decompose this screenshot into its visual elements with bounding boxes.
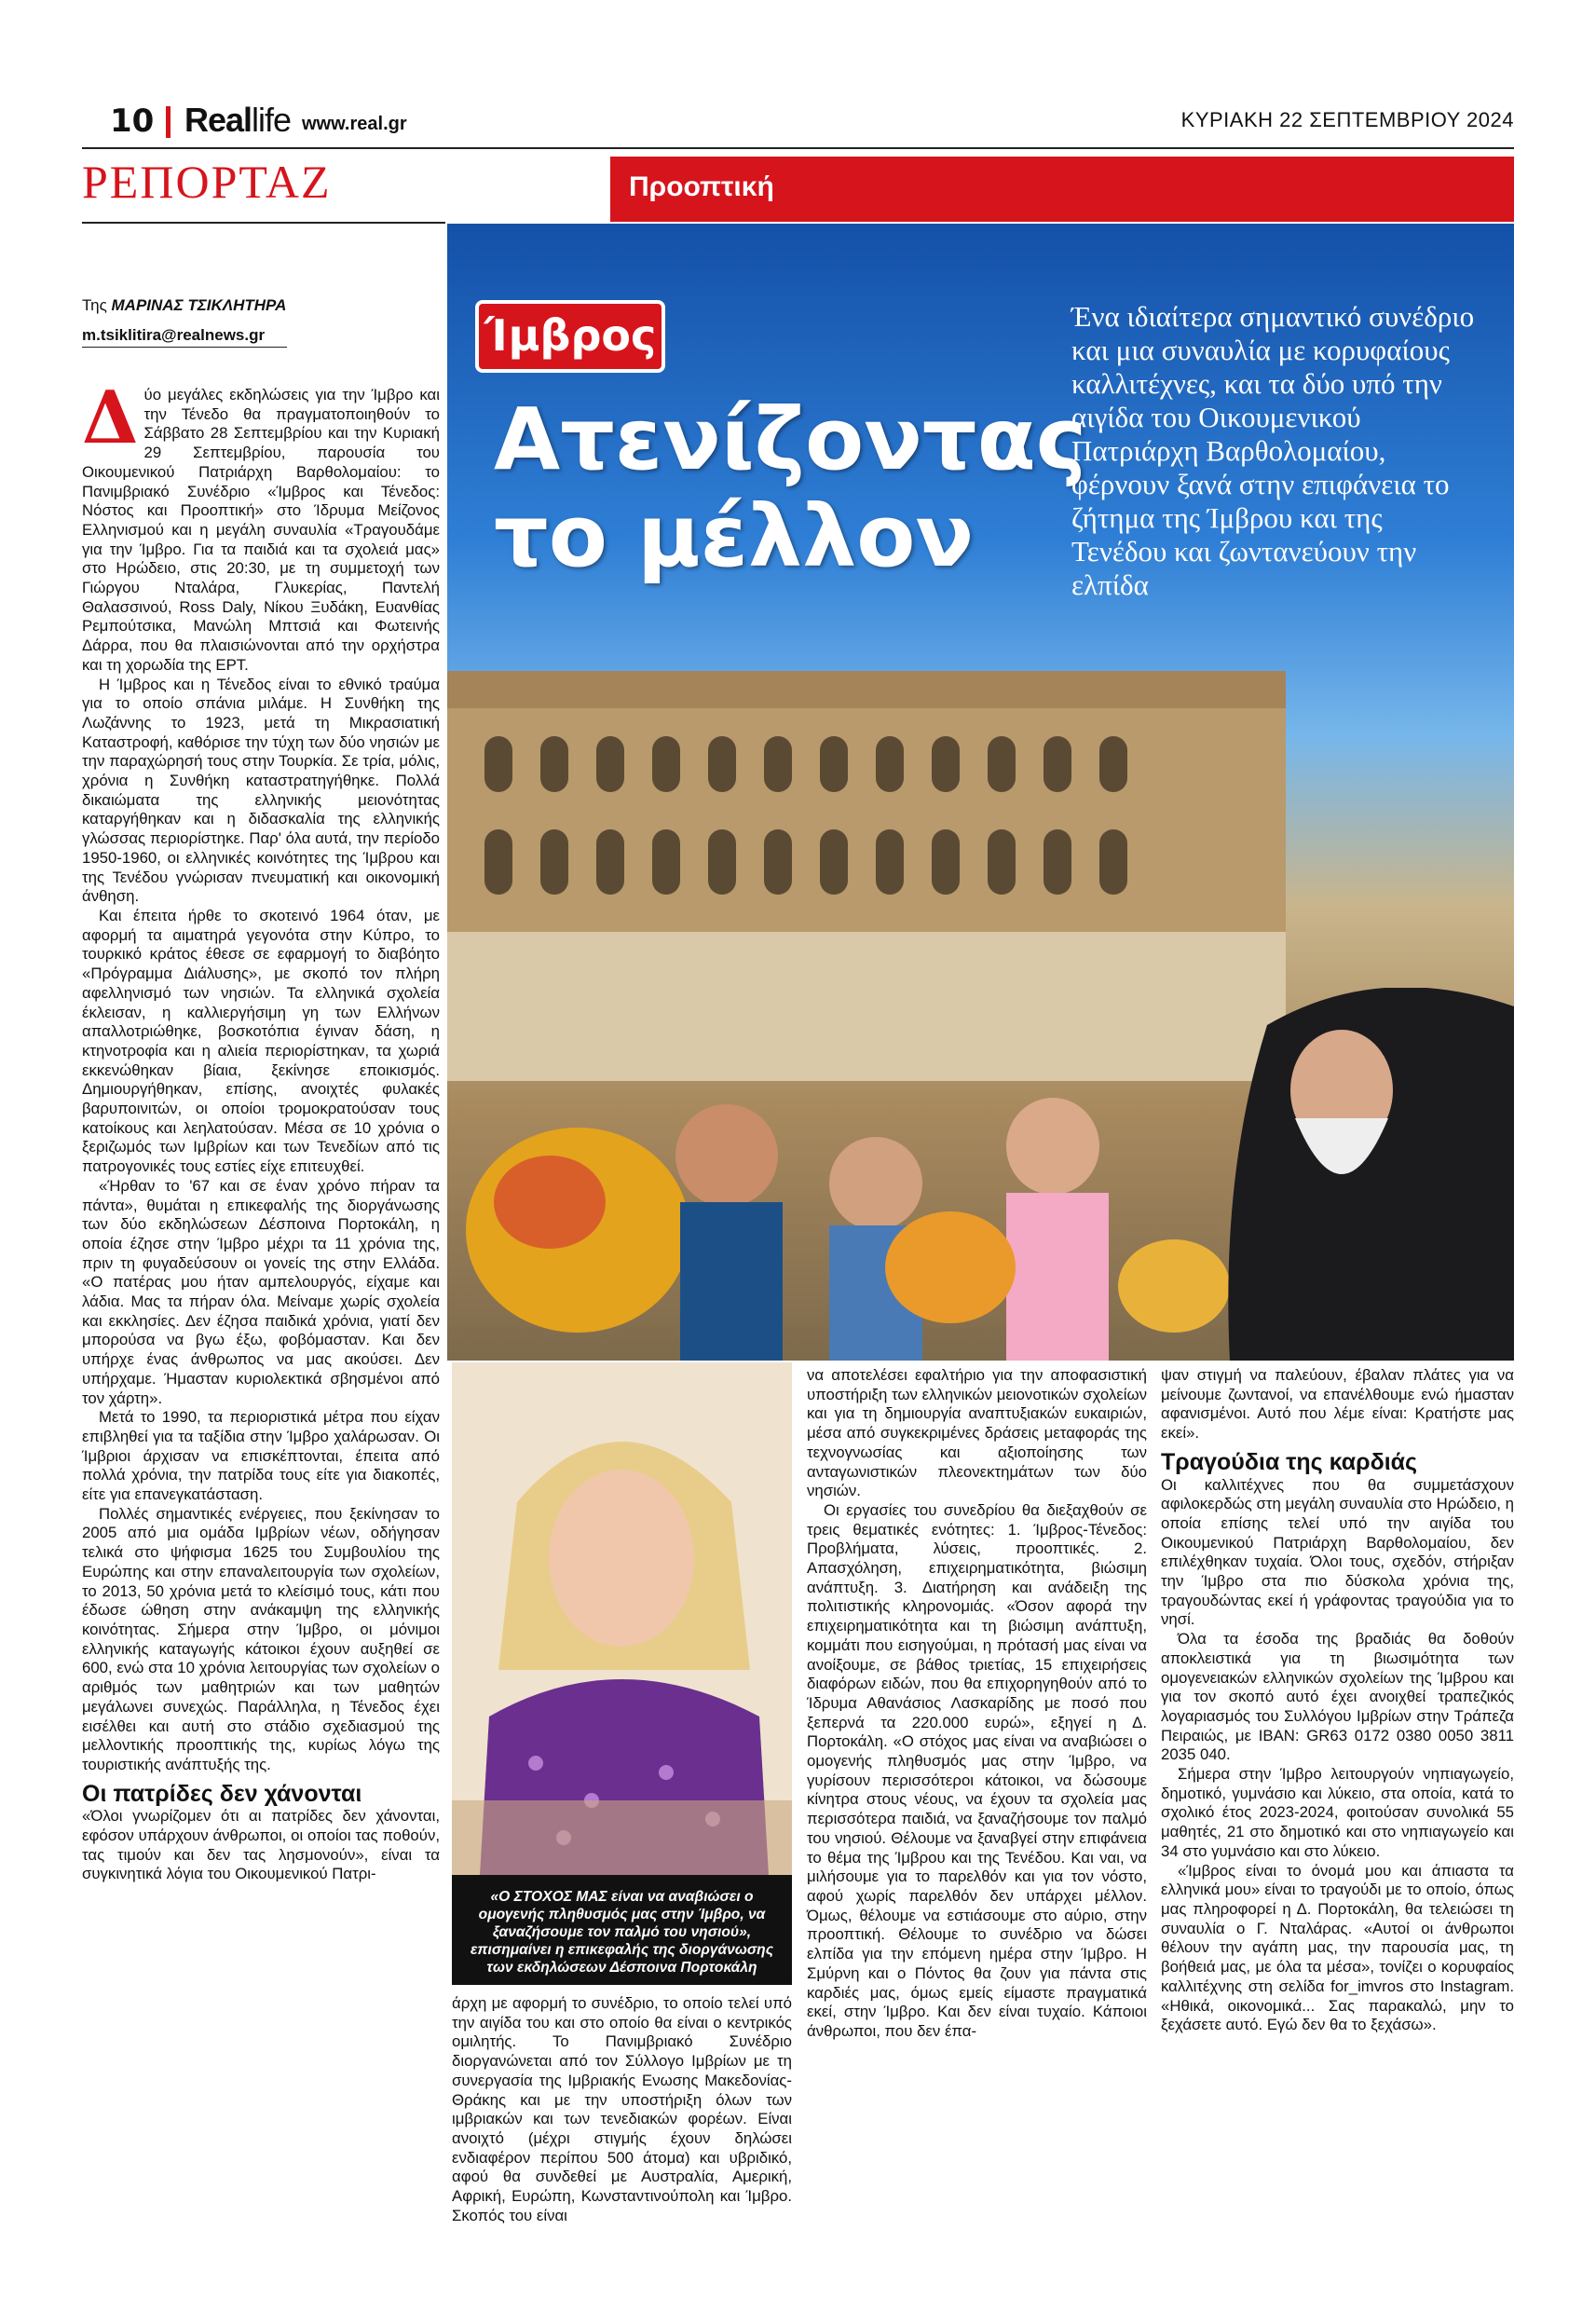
- article-column-3: [807, 1366, 1147, 2042]
- header-divider: [166, 106, 171, 138]
- subheading-2: Τραγούδια της καρδιάς: [1161, 1448, 1418, 1475]
- standfirst: Ένα ιδιαίτερα σημαντικό συνέδριο και μια συναυλία με κορυφαίους καλλιτέχνες, και τα δύο υπό την αιγίδα του Οικουμενικού Πατριάρχη Βαρθολομαίου, φέρνουν ξανά στην επιφάνεια το ζήτημα της Ίμβρου και της Τενέδου και ζωντανεύουν την ελπίδα: [1071, 300, 1475, 601]
- headline-line-1: Ατενίζοντας: [494, 390, 1087, 489]
- paragraph-1-text: ύο μεγάλες εκδηλώσεις για την Ίμβρο και την Τένεδο θα πραγματοποιηθούν το Σάββατο 28 Σεπτεμβρίου και την Κυριακή 29 Σεπτεμβρίου, παρουσία του Οικουμενικού Πατριάρχη Βαρθολομαίου: το Πανιμβριακό Συνέδριο «Ίμβρος και Τένεδος: Νόστος και Προοπτική» στο Ίδρυμα Μείζονος Ελληνισμού και η μεγάλη συναυλία «Τραγουδάμε για την Ίμβρο. Για τα παιδιά και τα σχολειά μας» στο Ηρώδειο, στις 20:30, με τη συμμετοχή των Γιώργου Νταλάρα, Γλυκερίας, Παντελή Θαλασσινού, Ross Daly, Νίκου Ξυδάκη, Ευανθίας Ρεμπούτσικα, Μανώλη Μπτσιά και Φωτεινής Δάρρα, που θα πλαισιώνονται από την ορχήστρα και τη χορωδία της ΕΡΤ.: [82, 386, 440, 674]
- author-email[interactable]: m.tsiklitira@realnews.gr: [82, 326, 266, 344]
- paragraph-7: «Όλοι γνωρίζομεν ότι αι πατρίδες δεν χάνονται, εφόσον υπάρχουν άνθρωποι, οι οποίοι τας ποθούν, τας τιμούν και δεν τας λησμονούν», είναι τα συγκινητικά λόγια του Οικουμενικού Πατρι-: [82, 1807, 440, 1883]
- paragraph-10: Οι εργασίες του συνεδρίου θα διεξαχθούν σε τρεις θεματικές ενότητες: 1. Ίμβρος-Τένεδος: Προβλήματα, λύσεις, προοπτικές. 2. Απασχόληση, επιχειρηματικότητα, βιώσιμη ανάπτυξη. 3. Διατήρηση και ανάδειξη της πολιτιστικής κληρονομιάς. «Όσον αφορά την επιχειρηματικότητα και τη βιώσιμη ανάπτυξη, κομμάτι που εισηγούμαι, η πρότασή μας είναι να ανοίξουμε, σε βάθος τριετίας, 15 επιχειρήσεις διαφόρων ειδών, που θα επιχορηγηθούν από το Ίδρυμα Αθανάσιος Λασκαρίδης με ποσό που ξεπερνά τα 220.000 ευρώ», εξηγεί η Δ. Πορτοκάλη. «Ο στόχος μας είναι να αναβιώσει ο ομογενής πληθυσμός μας στην Ίμβρο, να γυρίσουν περισσότεροι κάτοικοι, να δώσουμε κίνητρα στους νέους, να έχουν τα σχολεία μας περισσότερα παιδιά, να ξαναζήσουμε τον παλμό του νησιού. Θέλουμε να ξαναβγεί στην επιφάνεια το θέμα της Ίμβρου και της Τενέδου. Και ναι, να μιλήσουμε για το παρελθόν και για τον νόστο, αφού χωρίς παρελθόν δεν υπάρχει μέλλον. Όμως, θέλουμε να εστιάσουμε στο αύριο, στην προοπτική. Θέλουμε το συνέδριο να δώσει ελπίδα για την επόμενη ημέρα στην Ίμβρο. Η Σμύρνη και ο Πόντος θα ζουν για πάντα στις καρδιές μας, όμως εμείς είμαστε πραγματικά εκεί, στην Ίμβρο. Και δεν είναι τυχαίο. Κάποιοι άνθρωποι, που δεν έπα-: [807, 1500, 1147, 2040]
- section-title: ΡΕΠΟΡΤΑΖ: [82, 156, 332, 208]
- byline-rule: [82, 347, 287, 348]
- page-number: 10: [110, 103, 155, 140]
- rubric-bar: [610, 157, 1514, 222]
- rubric-label: Προοπτική: [629, 171, 774, 202]
- article-column-1: [82, 376, 440, 1884]
- paragraph-2: Η Ίμβρος και η Τένεδος είναι το εθνικό τραύμα για το οποίο σπάνια μιλάμε. Η Συνθήκη της Λωζάννης το 1923, μετά τη Μικρασιατική Καταστροφή, καθόρισε την τύχη των δύο νησιών με την παραχώρησή τους στην Τουρκία. Σε τρία, μόλις, χρόνια η Συνθήκη καταστρατηγήθηκε. Πολλά δικαιώματα της ελληνικής μειονότητας καταργήθηκαν και η διδασκαλία της ελληνικής γλώσσας περιορίστηκε. Παρ' όλα αυτά, την περίοδο 1950-1960, οι ελληνικές κοινότητες της Ίμβρου και της Τενέδου γνώρισαν πνευματική και οικονομική άνθηση.: [82, 675, 440, 906]
- paragraph-15: «Ίμβρος είναι το όνομά μου και άπιαστα τα ελληνικά μου» είναι το τραγούδι με το οποίο, όπως μας πληροφορεί η Δ. Πορτοκάλη, θα τελειώσει τη συναυλία ο Γ. Νταλάρας. «Αυτοί οι άνθρωποι θέλουν την αγάπη μας, την παρουσία μας, τη βοήθειά μας, με όλα τα μέσα», τονίζει ο κορυφαίος καλλιτέχνης στη σελίδα for_imvros στο Instagram. «Ηθικά, οικονομικά... Σας παρακαλώ, μην το ξεχάσετε αυτό. Εγώ δεν θα το ξεχάσω».: [1161, 1861, 1514, 2034]
- headline-line-2: το μέλλον: [494, 486, 975, 586]
- paragraph-8: άρχη με αφορμή το συνέδριο, το οποίο τελεί υπό την αιγίδα του και στο οποίο θα είναι ο κεντρικός ομιλητής. Το Πανιμβριακό Συνέδριο διοργανώνεται από τον Σύλλογο Ιμβρίων με τη συνεργασία της Ιμβριακής Ενωσης Μακεδονίας-Θράκης και με την υποστήριξη όλων των ιμβριακών και των τενεδιακών φορέων. Είναι ανοιχτό (μέχρι στιγμής έχουν δηλώσει ενδιαφέρον περίπου 500 άτομα) και υβριδικό, αφού θα συνδεθεί με Αυστραλία, Αμερική, Αφρική, Ευρώπη, Κωνσταντινούπολη και Ίμβρο. Σκοπός του είναι: [452, 1994, 792, 2224]
- byline-name: ΜΑΡΙΝΑΣ ΤΣΙΚΛΗΤΗΡΑ: [111, 296, 287, 314]
- paragraph-14: Σήμερα στην Ίμβρο λειτουργούν νηπιαγωγείο, δημοτικό, γυμνάσιο και λύκειο, στα οποία, κατά το σχολικό έτος 2023-2024, φοιτούσαν συνολικά 55 μαθητές, 21 στο δημοτικό και στο νηπιαγωγείο και 34 στο γυμνάσιο και στο λύκειο.: [1161, 1765, 1514, 1860]
- header-rule: [82, 147, 1514, 149]
- drop-cap: Δ: [82, 376, 139, 460]
- paragraph-12: Οι καλλιτέχνες που θα συμμετάσχουν αφιλοκερδώς στη μεγάλη συναυλία στο Ηρώδειο, η οποία επίσης τελεί υπό την αιγίδα του Οικουμενικού Πατριάρχη Βαρθολομαίου, δεν επιλέχθηκαν τυχαία. Όλοι τους, σχεδόν, στήριξαν την Ίμβρο στα πιο δύσκολα χρόνια της, τραγουδώντας εκεί ή γράφοντας τραγούδια για το νησί.: [1161, 1475, 1514, 1629]
- portrait-photo: [452, 1362, 792, 1875]
- photo-caption: «Ο ΣΤΟΧΟΣ ΜΑΣ είναι να αναβιώσει ο ομογενής πληθυσμός μας στην Ίμβρο, να ξαναζήσουμε τον παλμό του νησιού», επισημαίνει η επικεφαλής της διοργάνωσης των εκδηλώσεων Δέσποινα Πορτοκάλη: [452, 1875, 792, 1985]
- brand-bold: Real: [184, 101, 252, 139]
- paragraph-1: [82, 376, 440, 676]
- people-illustration: [447, 988, 1514, 1361]
- topic-tag: Ίμβρος: [475, 300, 665, 373]
- portrait-illustration: [452, 1362, 792, 1875]
- paragraph-13: Όλα τα έσοδα της βραδιάς θα δοθούν αποκλειστικά για τη βιωσιμότητα των ομογενειακών ελληνικών σχολείων της Ίμβρου και για τον σκοπό αυτό έχει ανοιχθεί τραπεζικός λογαριασμός του Συλλόγου Ιμβρίων στην Τράπεζα Πειραιώς, με IBAN: GR63 0172 0380 0050 3811 2035 040.: [1161, 1630, 1514, 1764]
- brand-light: life: [252, 101, 292, 139]
- paragraph-11: ψαν στιγμή να παλεύουν, έβαλαν πλάτες για να μείνουμε ζωντανοί, να επανέλθουμε ενώ ήμασταν αφανισμένοι. Αυτό που λέμε είναι: Κρατήστε μας εκεί».: [1161, 1366, 1514, 1443]
- article-column-4: [1161, 1366, 1514, 2035]
- article-column-2: [452, 1994, 792, 2225]
- paragraph-5: Μετά το 1990, τα περιοριστικά μέτρα που είχαν επιβληθεί για τα ταξίδια στην Ίμβρο χαλάρωσαν. Οι Ίμβριοι άρχισαν να επισκέπτονται, έπειτα από πολλά χρόνια, την πατρίδα τους είτε για διακοπές, είτε για επανεγκατάσταση.: [82, 1408, 440, 1504]
- site-url[interactable]: www.real.gr: [302, 114, 407, 134]
- paragraph-9: να αποτελέσει εφαλτήριο για την αποφασιστική υποστήριξη των ελληνικών μειονοτικών σχολείων και για τη δημιουργία αναπτυξιακών ευκαιριών, μέσα από συγκεκριμένες δράσεις μεταφοράς της τεχνογνωσίας και αξιοποίησης των ανταγωνιστικών πλεονεκτημάτων των δύο νησιών.: [807, 1366, 1147, 1500]
- paragraph-3: Και έπειτα ήρθε το σκοτεινό 1964 όταν, με αφορμή τα αιματηρά γεγονότα στην Κύπρο, το τουρκικό κράτος έθεσε σε εφαρμογή το διαβόητο «Πρόγραμμα Διάλυσης», με σκοπό τον πλήρη αφελληνισμό των νησιών. Τα ελληνικά σχολεία έκλεισαν, η καλλιεργήσιμη γη των Ελλήνων απαλλοτριώθηκε, βοσκοτόπια έγιναν δάση, η κτηνοτροφία και η αλιεία περιορίστηκαν, τα χωριά εκκενώθηκαν βίαια, ξεκίνησε εποικισμός. Δημιουργήθηκαν, επίσης, ανοιχτές φυλακές βαρυποινιτών, οι οποίοι τρομοκρατούσαν τους κατοίκους και λεηλατούσαν. Μέσα σε 10 χρόνια ο ξεριζωμός των Ιμβρίων και των Τενεδίων από τις πατρογονικές τους εστίες είχε επιτευχθεί.: [82, 906, 440, 1176]
- issue-date: ΚΥΡΙΑΚΗ 22 ΣΕΠΤΕΜΒΡΙΟΥ 2024: [1180, 108, 1514, 131]
- byline: [82, 296, 286, 315]
- paragraph-6: Πολλές σημαντικές ενέργειες, που ξεκίνησαν το 2005 από μια ομάδα Ιμβρίων νέων, οδήγησαν τελικά στο ψήφισμα 1625 του Συμβουλίου της Ευρώπης και στην επαναλειτουργία των σχολείων, το 2013, 50 χρόνια μετά το κλείσιμό τους, κάτι που έδωσε ώθηση στην ανάκαμψη της ελληνικής κοινότητας. Σήμερα στην Ίμβρο, οι μόνιμοι ελληνικής καταγωγής κάτοικοι έχουν αυξηθεί σε 600, ενώ στα 10 χρόνια λειτουργίας των σχολείων ο αριθμός των μαθητριών και των μαθητών μεγάλωνει συνεχώς. Παράλληλα, η Τένεδος έχει εισέλθει και αυτή στο στάδιο σχεδιασμού της μελλοντικής προοπτικής της, κυρίως λόγω της τουριστικής ανάπτυξής της.: [82, 1504, 440, 1773]
- byline-prefix: Της: [82, 296, 112, 314]
- headline: [494, 391, 1086, 585]
- brand-logo: [184, 101, 291, 140]
- paragraph-4: «Ήρθαν το '67 και σε έναν χρόνο πήραν τα πάντα», θυμάται η επικεφαλής της διοργάνωσης των δύο εκδηλώσεων Δέσποινα Πορτοκάλη, η οποία έζησε στην Ίμβρο μέχρι τα 11 χρόνια της, πριν τη φυγαδεύσουν οι γονείς της στην Ελλάδα. «Ο πατέρας μου ήταν αμπελουργός, είχαμε και λάδια. Μας τα πήραν όλα. Μείναμε χωρίς σχολεία και εκκλησίες. Δεν έζησα παιδικά χρόνια, γιατί δεν μπορούσα να βγω έξω, φοβόμασταν. Και δεν υπήρχε ένας άνθρωπος να μας ακούσει. Δεν υπήρχαμε. Ήμασταν κυριολεκτικά σβησμένοι από τον χάρτη».: [82, 1176, 440, 1407]
- subheading-1: Οι πατρίδες δεν χάνονται: [82, 1780, 362, 1807]
- section-rule: [82, 222, 445, 224]
